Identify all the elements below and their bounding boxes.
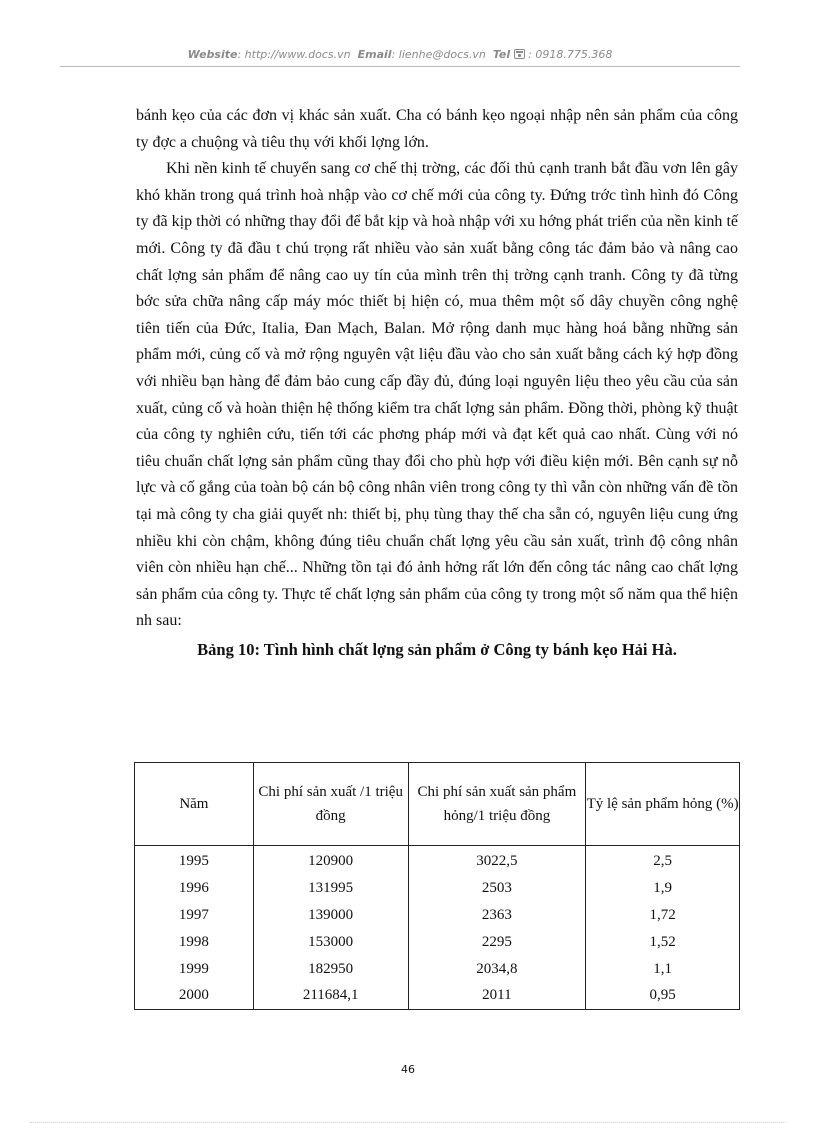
tel-number: : 0918.775.368 (528, 48, 613, 61)
header-divider (60, 66, 740, 67)
table-row (135, 982, 740, 1009)
table-cell: 2,5 (586, 846, 740, 875)
table-cell: 182950 (253, 955, 408, 982)
table-cell: 1,1 (586, 955, 740, 982)
table-cell: 2000 (135, 982, 254, 1009)
website-label: Website (187, 48, 238, 61)
table-cell: 1998 (135, 928, 254, 955)
table-cell: 1,72 (586, 902, 740, 929)
table-cell: 131995 (253, 875, 408, 902)
column-header: Chi phí sản xuất /1 triệu đồng (253, 763, 408, 846)
table-row (135, 902, 740, 929)
column-header: Tỷ lệ sản phẩm hỏng (%) (586, 763, 740, 846)
email-address[interactable]: : lienhe@docs.vn (391, 48, 486, 61)
table-row (135, 955, 740, 982)
table-cell: 1,52 (586, 928, 740, 955)
table-cell: 1,9 (586, 875, 740, 902)
document-body (136, 103, 738, 663)
table-row (135, 928, 740, 955)
tel-label: Tel (492, 48, 511, 61)
table-cell: 2503 (408, 875, 586, 902)
paragraph-1: bánh kẹo của các đơn vị khác sản xuất. Cha có bánh kẹo ngoại nhập nên sản phẩm của công ty đợc a chuộng và tiêu thụ với khối lợng lớn. (136, 107, 738, 151)
table-cell: 2295 (408, 928, 586, 955)
email-label: Email (357, 48, 392, 61)
table-cell: 3022,5 (408, 846, 586, 875)
quality-table (134, 762, 740, 1010)
table-cell: 1996 (135, 875, 254, 902)
column-header: Năm (135, 763, 254, 846)
table-cell: 2363 (408, 902, 586, 929)
phone-icon (514, 48, 529, 61)
table-cell: 1999 (135, 955, 254, 982)
table-row (135, 875, 740, 902)
table-header-row (135, 763, 740, 846)
page-header (60, 48, 740, 61)
table-cell: 2011 (408, 982, 586, 1009)
page-number: 46 (401, 1063, 415, 1076)
table-cell: 153000 (253, 928, 408, 955)
table-cell: 211684,1 (253, 982, 408, 1009)
table-row (135, 846, 740, 875)
table-cell: 120900 (253, 846, 408, 875)
column-header: Chi phí sản xuất sản phẩm hỏng/1 triệu đồng (408, 763, 586, 846)
table-cell: 2034,8 (408, 955, 586, 982)
table-cell: 1997 (135, 902, 254, 929)
table-caption: Bảng 10: Tình hình chất lợng sản phẩm ở Công ty bánh kẹo Hải Hà. (197, 639, 677, 659)
paragraph-2: Khi nền kinh tế chuyển sang cơ chế thị trờng, các đối thủ cạnh tranh bắt đầu vơn lên gây khó khăn trong quá trình hoà nhập vào cơ chế mới của công ty. Đứng trớc tình hình đó Công ty đã kịp thời có những thay đổi để bắt kịp và hoà nhập với xu hớng phát triển của nền kinh tế mới. Công ty đã đầu t chú trọng rất nhiều vào sản xuất bằng công tác đảm bảo và nâng cao chất lợng sản phẩm để nâng cao uy tín của mình trên thị trờng cạnh tranh. Công ty đã từng bớc sửa chữa nâng cấp máy móc thiết bị hiện có, mua thêm một số dây chuyền công nghệ tiên tiến của Đức, Italia, Đan Mạch, Balan. Mở rộng danh mục hàng hoá bằng những sản phẩm mới, củng cố và mở rộng nguyên vật liệu đầu vào cho sản xuất bằng cách ký hợp đồng với nhiều bạn hàng để đảm bảo cung cấp đầy đủ, đúng loại nguyên liệu theo yêu cầu của sản xuất, củng cố và hoàn thiện hệ thống kiểm tra chất lợng sản phẩm. Đồng thời, phòng kỹ thuật của công ty nghiên cứu, tiến tới các phơng pháp mới và đạt kết quả cao nhất. Cùng với nó tiêu chuẩn chất lợng sản phẩm cũng thay đổi cho phù hợp với điều kiện mới. Bên cạnh sự nỗ lực và cố gắng của toàn bộ cán bộ công nhân viên trong công ty thì vẫn còn những vấn đề tồn tại mà công ty cha giải quyết nh: thiết bị, phụ tùng thay thế cha sẵn có, nguyên liệu cung ứng nhiều khi còn chậm, không đúng tiêu chuẩn chất lợng yêu cầu sản xuất, trình độ công nhân viên còn nhiều hạn chế... Những tồn tại đó ảnh hởng rất lớn đến công tác nâng cao chất lợng sản phẩm của công ty. Thực tế chất lợng sản phẩm của công ty trong một số năm qua thể hiện nh sau: (136, 160, 738, 630)
website-url[interactable]: : http://www.docs.vn (237, 48, 351, 61)
table-cell: 139000 (253, 902, 408, 929)
table-cell: 1995 (135, 846, 254, 875)
table-cell: 0,95 (586, 982, 740, 1009)
